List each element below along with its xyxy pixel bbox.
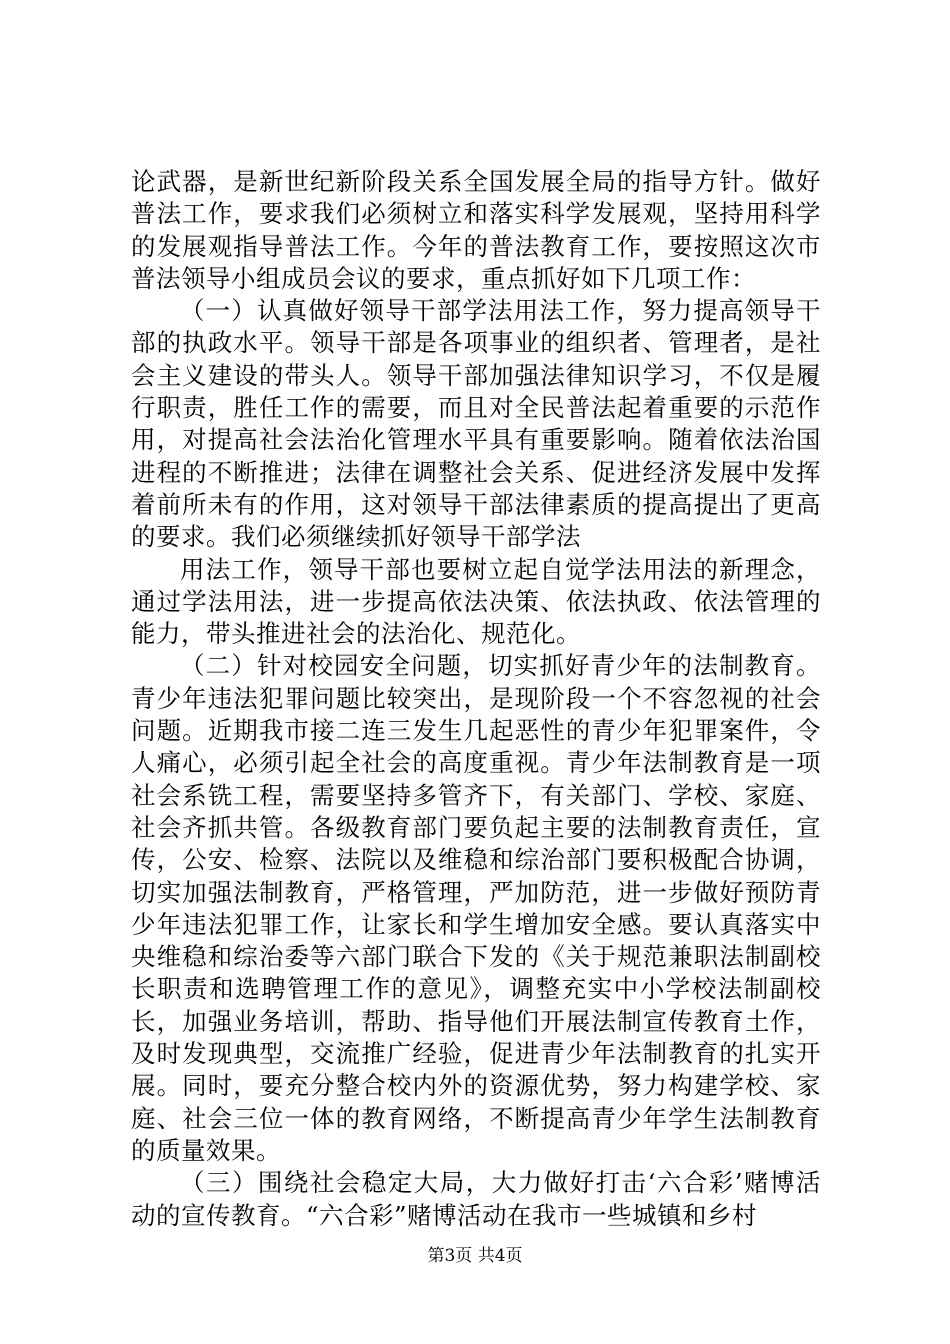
paragraph: 用法工作，领导干部也要树立起自觉学法用法的新理念，通过学法用法，进一步提高依法决策、依法执政、依法管理的能力，带头推进社会的法治化、规范化。 <box>131 554 821 649</box>
paragraph: （一）认真做好领导干部学法用法工作，努力提高领导干部的执政水平。领导干部是各项事业的组织者、管理者，是社会主义建设的带头人。领导干部加强法律知识学习，不仅是履行职责，胜任工作的需要，而且对全民普法起着重要的示范作用，对提高社会法治化管理水平具有重要影响。随着依法治国进程的不断推进；法律在调整社会关系、促进经济发展中发挥着前所未有的作用，这对领导干部法律素质的提高提出了更高的要求。我们必须继续抓好领导干部学法 <box>131 296 821 552</box>
page-number-footer: 第3页 共4页 <box>427 1246 523 1266</box>
paragraph: 论武器，是新世纪新阶段关系全国发展全局的指导方针。做好普法工作，要求我们必须树立和落实科学发展观，坚持用科学的发展观指导普法工作。今年的普法教育工作，要按照这次市普法领导小组成员会议的要求，重点抓好如下几项工作： <box>131 167 821 293</box>
document-body <box>131 166 821 1232</box>
paragraph: （二）针对校园安全问题，切实抓好青少年的法制教育。青少年违法犯罪问题比较突出，是现阶段一个不容忽视的社会问题。近期我市接二连三发生几起恶性的青少年犯罪案件，令人痛心，必须引起全社会的高度重视。青少年法制教育是一项社会系铣工程，需要坚持多管齐下，有关部门、学校、家庭、社会齐抓共管。各级教育部门要负起主要的法制教育责任，宣传，公安、检察、法院以及维稳和综治部门要积极配合协调，切实加强法制教育，严格管理，严加防范，进一步做好预防青少年违法犯罪工作，让家长和学生增加安全感。要认真落实中央维稳和综治委等六部门联合下发的《关于规范兼职法制副校长职责和选聘管理工作的意见》，调整充实中小学校法制副校长，加强业务培训，帮助、指导他们开展法制宣传教育土作，及时发现典型，交流推广经验，促进青少年法制教育的扎实开展。同时，要充分整合校内外的资源优势，努力构建学校、家庭、社会三位一体的教育网络，不断提高青少年学生法制教育的质量效果。 <box>131 651 821 1165</box>
paragraph: （三）围绕社会稳定大局，大力做好打击‘六合彩’赌博活动的宣传教育。“六合彩”赌博活动在我市一些城镇和乡村 <box>131 1168 821 1230</box>
